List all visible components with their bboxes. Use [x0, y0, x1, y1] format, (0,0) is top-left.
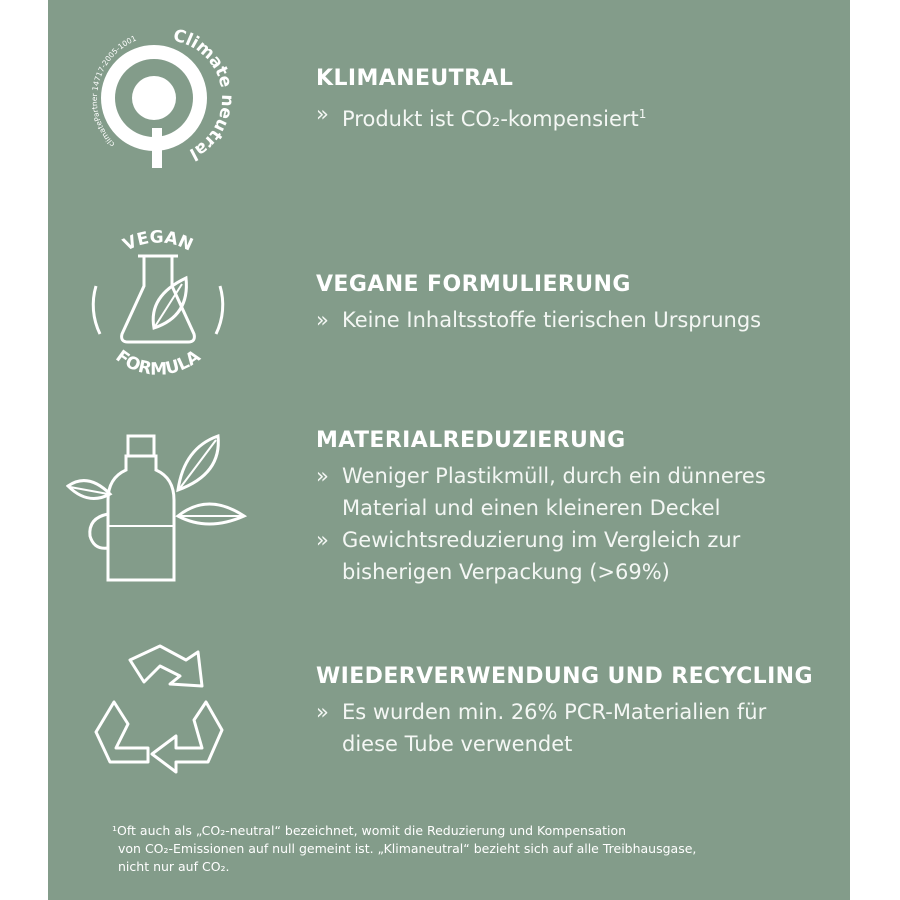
- bullet-item: » Gewichtsreduzierung im Vergleich zur bisherigen Verpackung (>69%): [316, 524, 816, 588]
- footnote-line: von CO₂-Emissionen auf null gemeint ist. „Klimaneutral“ bezieht sich auf alle Treibhausgase,: [118, 841, 697, 856]
- section-vegane-formulierung: [316, 272, 761, 336]
- climate-ring-text: Climate neutral: [171, 25, 238, 164]
- footnote-line: ¹Oft auch als „CO₂-neutral“ bezeichnet, womit die Reduzierung und Kompensation: [112, 823, 627, 838]
- svg-text:VEGAN: [120, 227, 196, 255]
- section-klimaneutral: [316, 66, 646, 135]
- bullet-item: » Es wurden min. 26% PCR-Materialien für diese Tube verwendet: [316, 696, 816, 760]
- recycling-icon: [90, 640, 230, 780]
- section-wiederverwendung-recycling: [316, 664, 816, 760]
- section-heading: WIEDERVERWENDUNG UND RECYCLING: [316, 664, 813, 689]
- climate-small-text: climatePartner 14717-2005-1001: [89, 33, 138, 149]
- footnote-line: nicht nur auf CO₂.: [118, 859, 230, 874]
- section-heading: KLIMANEUTRAL: [316, 66, 514, 91]
- footnote-mark: 1: [638, 107, 647, 121]
- bullet-item: » Weniger Plastikmüll, durch ein dünneres Material und einen kleineren Deckel: [316, 460, 816, 524]
- section-heading: VEGANE FORMULIERUNG: [316, 272, 631, 297]
- bullet-item: » Keine Inhaltsstoffe tierischen Ursprungs: [316, 304, 761, 336]
- section-heading: MATERIALREDUZIERUNG: [316, 428, 626, 453]
- section-materialreduzierung: [316, 428, 816, 588]
- climate-neutral-icon: [82, 18, 242, 178]
- vegan-formula-icon: [78, 216, 238, 386]
- vegan-top-text: VEGAN: [120, 227, 196, 256]
- svg-text:FORMULA: [112, 346, 205, 380]
- bullet-item: » Produkt ist CO₂-kompensiert$^1$: [316, 98, 646, 135]
- vegan-bottom-text: FORMULA: [111, 346, 205, 380]
- bottle-leaves-icon: [66, 430, 248, 590]
- footnote: [112, 822, 812, 876]
